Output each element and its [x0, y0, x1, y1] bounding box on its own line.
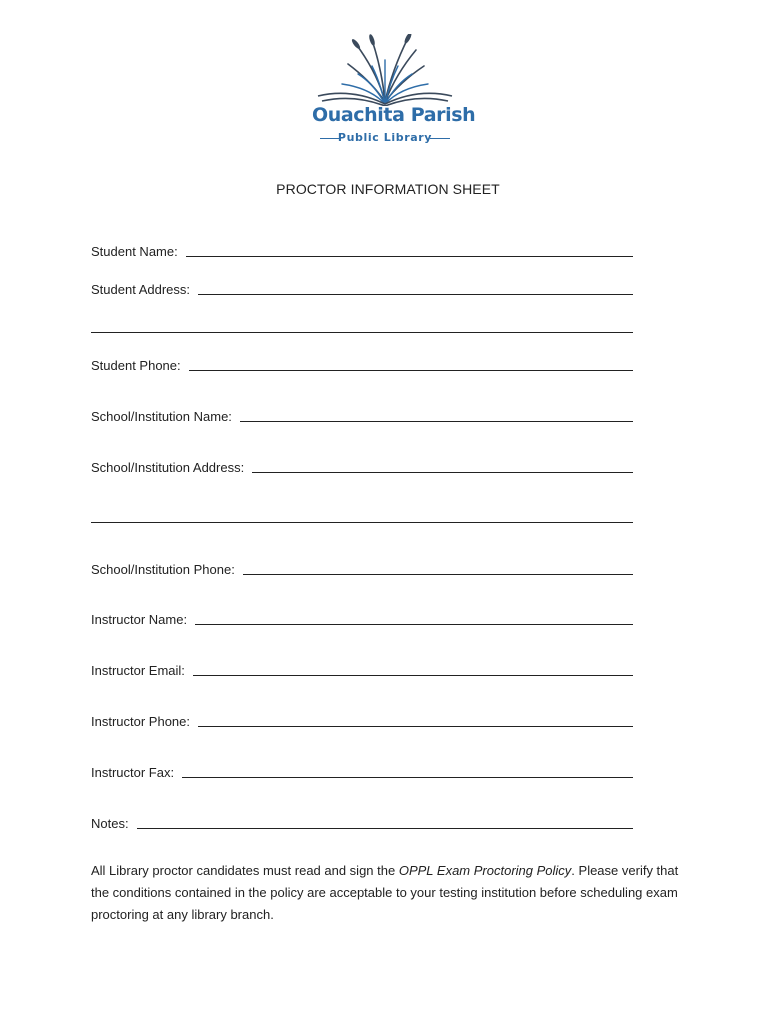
instructor-email-label: Instructor Email:	[91, 663, 185, 678]
student-name-field[interactable]	[91, 238, 633, 260]
school-name-line[interactable]	[240, 421, 633, 422]
instructor-fax-label: Instructor Fax:	[91, 765, 175, 780]
page-title: PROCTOR INFORMATION SHEET	[276, 181, 500, 197]
student-name-line[interactable]	[186, 256, 633, 257]
student-address-line-2[interactable]	[91, 332, 633, 333]
school-phone-line[interactable]	[243, 574, 633, 575]
notes-field[interactable]	[91, 810, 633, 832]
school-address-label: School/Institution Address:	[91, 460, 245, 475]
school-address-line[interactable]	[252, 472, 633, 473]
student-address-line[interactable]	[198, 294, 633, 295]
instructor-phone-field[interactable]	[91, 708, 633, 730]
instructor-name-field[interactable]	[91, 606, 633, 628]
proctor-policy-notice	[91, 860, 691, 926]
instructor-phone-line[interactable]	[198, 726, 633, 727]
open-book-with-reeds-icon	[312, 34, 458, 106]
school-name-label: School/Institution Name:	[91, 409, 232, 424]
instructor-phone-label: Instructor Phone:	[91, 714, 190, 729]
student-name-label: Student Name:	[91, 244, 178, 259]
school-phone-label: School/Institution Phone:	[91, 562, 235, 577]
instructor-email-line[interactable]	[193, 675, 633, 676]
instructor-email-field[interactable]	[91, 657, 633, 679]
library-name: Ouachita Parish	[312, 104, 476, 126]
school-name-field[interactable]	[91, 403, 633, 425]
notice-text-end: . Please verify that the conditions contained in the policy are acceptable to your testing institution before scheduling exam proctoring at any library branch.	[91, 863, 679, 922]
library-subtitle: Public Library	[337, 131, 433, 144]
school-address-line-2[interactable]	[91, 522, 633, 523]
notes-label: Notes:	[91, 816, 129, 831]
notice-text-start: All Library proctor candidates must read and sign the	[91, 863, 399, 878]
school-phone-field[interactable]	[91, 556, 633, 578]
student-phone-field[interactable]	[91, 352, 633, 374]
library-logo	[312, 34, 476, 148]
student-phone-line[interactable]	[189, 370, 633, 371]
instructor-fax-line[interactable]	[182, 777, 633, 778]
school-address-field[interactable]	[91, 454, 633, 476]
instructor-fax-field[interactable]	[91, 759, 633, 781]
student-address-label: Student Address:	[91, 282, 191, 297]
student-address-field[interactable]	[91, 276, 633, 298]
student-phone-label: Student Phone:	[91, 358, 181, 373]
policy-title: OPPL Exam Proctoring Policy	[398, 863, 572, 878]
instructor-name-label: Instructor Name:	[91, 612, 188, 627]
notes-line[interactable]	[137, 828, 633, 829]
instructor-name-line[interactable]	[195, 624, 633, 625]
